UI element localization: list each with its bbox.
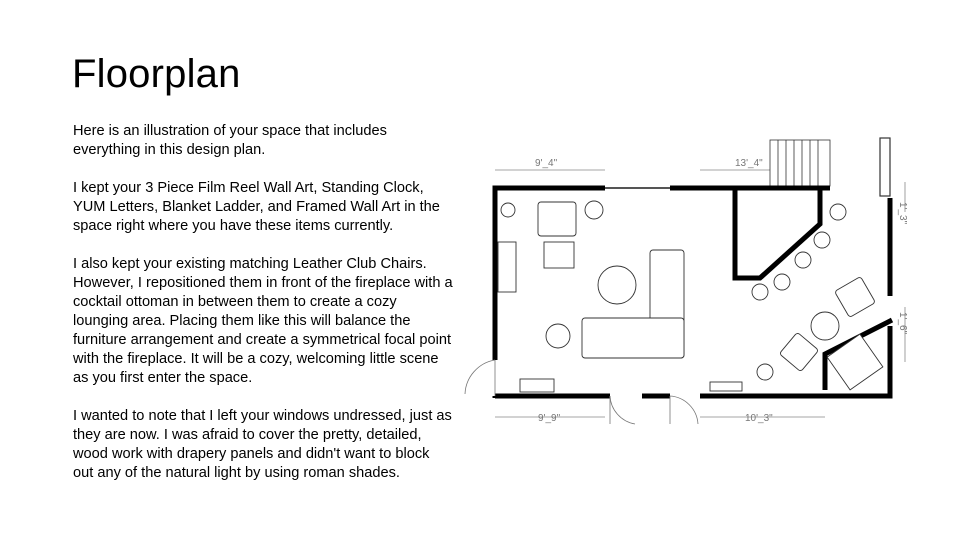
dim-bottom-right: 10'_3"	[745, 413, 773, 424]
bistro-table	[811, 312, 839, 340]
bench	[710, 382, 742, 391]
blanket-ladder	[498, 242, 516, 292]
round-table	[546, 324, 570, 348]
fireplace-unit	[827, 334, 883, 390]
cocktail-ottoman	[598, 266, 636, 304]
dim-top-right: 13'_4"	[735, 158, 763, 169]
club-chair-bottom	[779, 332, 818, 371]
dim-right-top: 1'_3"	[897, 202, 908, 225]
plant	[757, 364, 773, 380]
side-table	[544, 242, 574, 268]
sectional-sofa	[582, 318, 684, 358]
standing-clock	[501, 203, 515, 217]
right-wall-segment	[880, 138, 890, 196]
club-chair-right	[835, 277, 876, 318]
paragraph-club-chairs: I also kept your existing matching Leather Club Chairs. However, I repositioned them in front of the fireplace with a cocktail ottoman in between them to create a cozy lounging area. Placing them like this will balance the furniture arrangement and create a symmetrical focal point with the fireplace. It will be a cozy, welcoming little scene as you first enter the space.	[73, 256, 453, 386]
paragraph-wall-art: I kept your 3 Piece Film Reel Wall Art, Standing Clock, YUM Letters, Blanket Ladder, and Framed Wall Art in the space right where you have these items currently.	[73, 180, 440, 234]
slide-title: Floorplan	[72, 52, 241, 96]
bar-stools	[752, 204, 846, 300]
media-console	[520, 379, 554, 392]
dim-bottom-left: 9'_9"	[538, 413, 561, 424]
slide-body-text	[73, 122, 453, 502]
dim-top-left: 9'_4"	[535, 158, 558, 169]
floorplan-illustration	[460, 132, 920, 432]
lamp	[585, 201, 603, 219]
dim-right-mid: 1'_6"	[897, 312, 908, 335]
club-chair-top	[538, 202, 576, 236]
staircase	[770, 140, 830, 186]
doors	[465, 360, 698, 424]
paragraph-windows: I wanted to note that I left your windows undressed, just as they are now. I was afraid to cover the pretty, detailed, wood work with drapery panels and didn't want to block out any of the natural light by using roman shades.	[73, 408, 452, 481]
paragraph-intro: Here is an illustration of your space that includes everything in this design plan.	[73, 123, 387, 158]
